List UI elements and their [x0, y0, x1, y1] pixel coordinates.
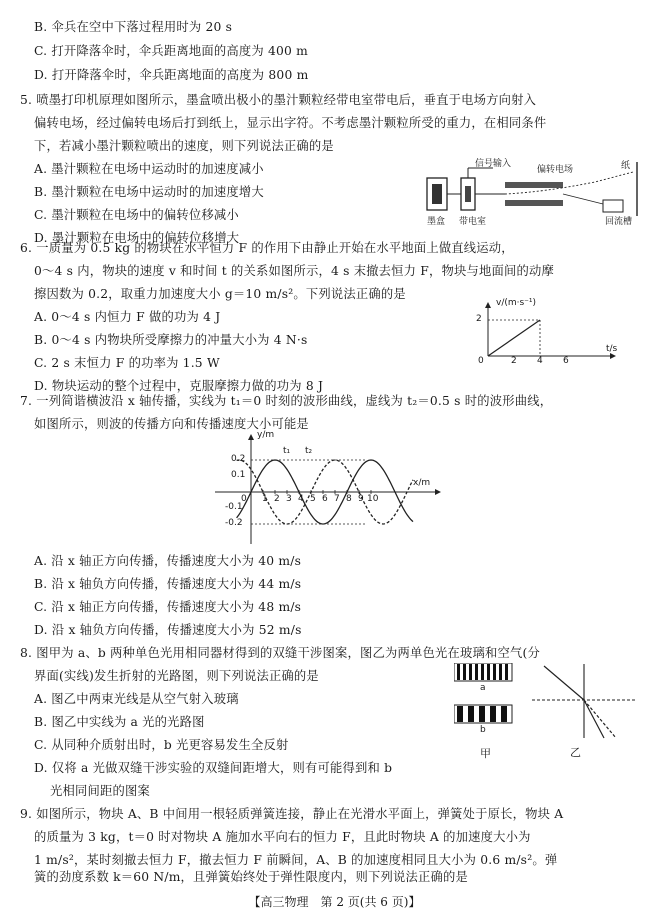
- q6-origin: 0: [478, 356, 484, 366]
- collector-label: 回流槽: [605, 217, 633, 227]
- q6-stem-line2: 0～4 s 内，物块的速度 v 和时间 t 的关系如图所示，4 s 末撤去恒力 F，物块与地面间的动摩: [34, 264, 554, 278]
- q5-printer-diagram: [425, 156, 655, 228]
- signal-input-label: 信号输入: [475, 159, 512, 169]
- q8-refraction-diagram: [530, 662, 640, 759]
- q7-stem-line1: 7. 一列简谐横波沿 x 轴传播，实线为 t₁＝0 时刻的波形曲线，虚线为 t₂＝0.5 s 时的波形曲线，: [20, 394, 553, 408]
- figure-yi-label: 乙: [570, 746, 581, 759]
- q8-option-b: B. 图乙中实线为 a 光的光路图: [34, 715, 205, 729]
- q7-ytick-0.1: 0.1: [231, 470, 246, 480]
- q6-ytick: 2: [476, 314, 482, 324]
- q7-xtick-10: 10: [367, 494, 379, 504]
- q6-xtick-6: 6: [563, 356, 569, 366]
- q7-xtick-5: 5: [310, 494, 316, 504]
- q5-stem-line3: 下，若减小墨汁颗粒喷出的速度，则下列说法正确的是: [34, 139, 334, 153]
- q5-option-b: B. 墨汁颗粒在电场中运动时的加速度增大: [34, 185, 264, 199]
- q6-option-c: C. 2 s 末恒力 F 的功率为 1.5 W: [34, 356, 220, 370]
- q8-option-d: D. 仅将 a 光做双缝干涉实验的双缝间距增大，则有可能得到和 b: [34, 761, 393, 775]
- q7-wave-graph: [205, 432, 445, 550]
- q7-xtick-6: 6: [322, 494, 328, 504]
- q6-option-d: D. 物块运动的整个过程中，克服摩擦力做的功为 8 J: [34, 379, 324, 393]
- q6-vt-graph: [470, 300, 620, 370]
- figure-jia-label: 甲: [480, 747, 491, 760]
- q7-ytick-0.2: 0.2: [231, 454, 246, 464]
- q7-mark-t2: t₂: [305, 446, 313, 456]
- q7-option-c: C. 沿 x 轴正方向传播，传播速度大小为 48 m/s: [34, 600, 302, 614]
- q5-option-c: C. 墨汁颗粒在电场中的偏转位移减小: [34, 208, 239, 222]
- q4-option-d: D. 打开降落伞时，伞兵距离地面的高度为 800 m: [34, 68, 309, 82]
- q9-stem-line1: 9. 如图所示，物块 A、B 中间用一根轻质弹簧连接，静止在光滑水平面上，弹簧处于原长，物块 A: [20, 807, 564, 821]
- q7-xtick-8: 8: [346, 494, 352, 504]
- q7-xtick-2: 2: [274, 494, 280, 504]
- q9-stem-line3: 1 m/s²，某时刻撤去恒力 F，撤去恒力 F 前瞬间，A、B 的加速度相同且大小为 0.6 m/s²。弹: [34, 853, 558, 867]
- q7-origin: 0: [241, 494, 247, 504]
- q6-stem-line1: 6. 一质量为 0.5 kg 的物块在水平恒力 F 的作用下由静止开始在水平地面上做直线运动，: [20, 241, 514, 255]
- q8-option-c: C. 从同种介质射出时，b 光更容易发生全反射: [34, 738, 289, 752]
- q5-stem-line2: 偏转电场，经过偏转电场后打到纸上，显示出字符。不考虑墨汁颗粒所受的重力，在相同条件: [34, 116, 547, 130]
- q6-xtick-4: 4: [537, 356, 543, 366]
- pattern-b-label: b: [480, 725, 486, 735]
- q4-option-c: C. 打开降落伞时，伞兵距离地面的高度为 400 m: [34, 44, 308, 58]
- ink-box-label: 墨盒: [427, 217, 446, 227]
- q6-xlabel: t/s: [606, 344, 618, 354]
- q8-stem-line2: 界面(实线)发生折射的光路图，则下列说法正确的是: [34, 669, 319, 683]
- q6-stem-line3: 擦因数为 0.2，取重力加速度大小 g＝10 m/s²。下列说法正确的是: [34, 287, 406, 301]
- charging-room-label: 带电室: [459, 217, 487, 227]
- q6-ylabel: v/(m·s⁻¹): [496, 298, 537, 308]
- q7-xtick-9: 9: [358, 494, 364, 504]
- q7-ylabel: y/m: [257, 430, 275, 440]
- q8-option-a: A. 图乙中两束光线是从空气射入玻璃: [34, 692, 239, 706]
- q7-xtick-1: 1: [262, 494, 268, 504]
- q9-stem-line4: 簧的劲度系数 k＝60 N/m，且弹簧始终处于弹性限度内，则下列说法正确的是: [34, 870, 468, 884]
- q7-ytick-neg0.2: -0.2: [225, 518, 243, 528]
- q8-stem-line1: 8. 图甲为 a、b 两种单色光用相同器材得到的双缝干涉图案，图乙为两单色光在玻璃和空气(分: [20, 646, 540, 660]
- q7-ytick-neg0.1: -0.1: [225, 502, 243, 512]
- pattern-a-label: a: [480, 683, 486, 693]
- q5-option-a: A. 墨汁颗粒在电场中运动时的加速度减小: [34, 162, 264, 176]
- q7-xtick-3: 3: [286, 494, 292, 504]
- q8-option-d-cont: 光相同间距的图案: [50, 784, 150, 798]
- q7-option-b: B. 沿 x 轴负方向传播，传播速度大小为 44 m/s: [34, 577, 302, 591]
- q7-xlabel: x/m: [413, 478, 431, 488]
- q6-option-b: B. 0～4 s 内物块所受摩擦力的冲量大小为 4 N·s: [34, 333, 308, 347]
- q9-stem-line2: 的质量为 3 kg，t＝0 时对物块 A 施加水平向右的恒力 F，且此时物块 A 的加速度大小为: [34, 830, 531, 844]
- q7-mark-t1: t₁: [283, 446, 291, 456]
- deflection-field-label: 偏转电场: [537, 165, 574, 175]
- q6-xtick-2: 2: [511, 356, 517, 366]
- q8-interference-patterns: [454, 663, 514, 760]
- q7-stem-line2: 如图所示，则波的传播方向和传播速度大小可能是: [34, 417, 309, 431]
- q5-option-d: D. 墨汁颗粒在电场中的偏转位移增大: [34, 231, 240, 245]
- q5-stem-line1: 5. 喷墨打印机原理如图所示，墨盒喷出极小的墨汁颗粒经带电室带电后，垂直于电场方向射入: [20, 93, 537, 107]
- paper-label: 纸: [621, 161, 631, 171]
- q7-option-d: D. 沿 x 轴负方向传播，传播速度大小为 52 m/s: [34, 623, 302, 637]
- q7-xtick-4: 4: [298, 494, 304, 504]
- q7-xtick-7: 7: [334, 494, 340, 504]
- q7-option-a: A. 沿 x 轴正方向传播，传播速度大小为 40 m/s: [34, 554, 302, 568]
- q4-option-b: B. 伞兵在空中下落过程用时为 20 s: [34, 20, 233, 34]
- q6-option-a: A. 0～4 s 内恒力 F 做的功为 4 J: [34, 310, 221, 324]
- page-footer: 【高三物理 第 2 页(共 6 页)】: [248, 895, 421, 909]
